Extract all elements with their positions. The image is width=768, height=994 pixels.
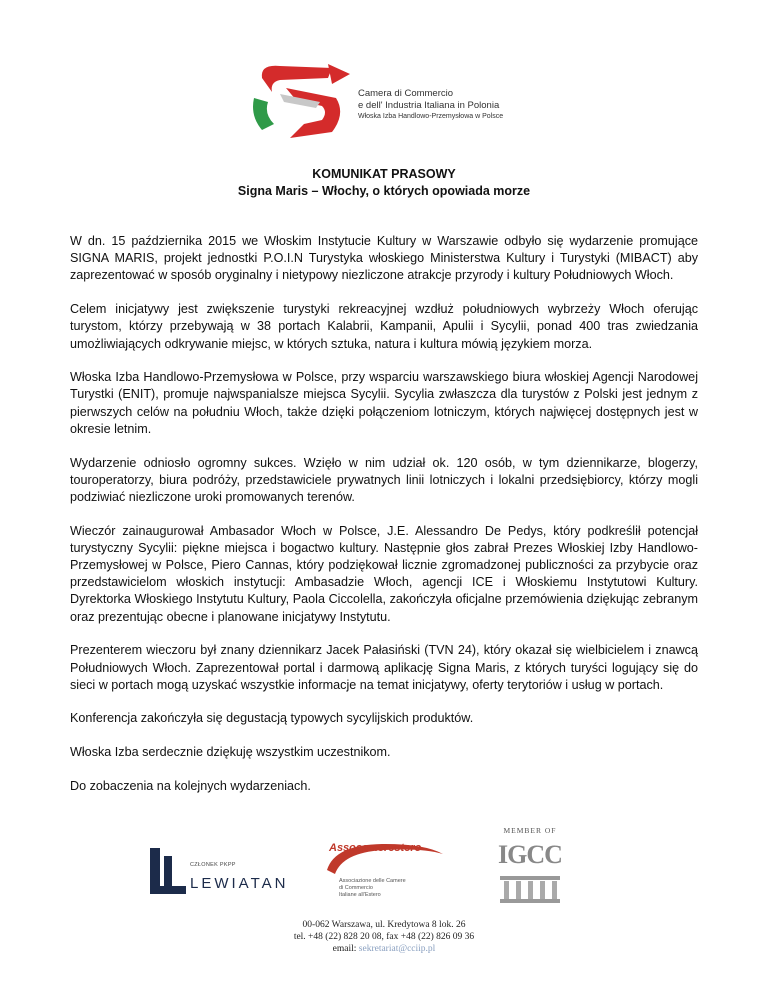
partner-logos (0, 826, 768, 926)
paragraph: W dn. 15 października 2015 we Włoskim Instytucie Kultury w Warszawie odbyło się wydarzenie promujące SIGNA MARIS, projekt jednostki P.O.I.N Turystyka włoskiego Ministerstwa Kultury i Turystyki (MIBACT) aby zaprezentować w sposób oryginalny i nietypowy niezliczone atrakcje przyrody i kultury Południowych Włoch. (70, 234, 698, 283)
assocamerestero-name: Assocamerestero (329, 842, 422, 854)
email-link[interactable]: sekretariat@cciip.pl (358, 944, 436, 954)
lewiatan-member-label: CZŁONEK PKPP (190, 862, 236, 868)
address-line-1: 00-062 Warszawa, ul. Kredytowa 8 lok. 26 (302, 920, 466, 930)
paragraph: Prezenterem wieczoru był znany dziennikarz Jacek Pałasiński (TVN 24), który okazał się wielbicielem i znawcą Południowych Włoch. Zaprezentował portal i darmową aplikację Signa Maris, z których turyści logujący się do sieci w portach mogą uzyskać wszystkie informacje na temat inicjatywy, oferty terytoriów i usług w portach. (70, 643, 698, 692)
igcc-logo (490, 826, 570, 906)
lewiatan-mark-icon (150, 848, 186, 894)
title-line-1: KOMUNIKAT PRASOWY (312, 167, 456, 181)
lewiatan-name: LEWIATAN (190, 875, 289, 892)
assoc-desc-2: di Commercio (339, 885, 373, 891)
footer-address (0, 919, 768, 955)
paragraph: Wieczór zainaugurował Ambasador Włoch w Polsce, J.E. Alessandro De Pedys, który podkreślił potencjał turystyczny Sycylii: piękne miejsca i bogactwo kultury. Następnie głos zabrał Prezes Włoskiej Izby Handlowo-Przemysłowej w Polsce, Piero Cannas, który podziękował licznie zgromadzonej publiczności za przybycie oraz przedstawicielom włoskich instytucji: Ambasadzie Włoch, agencji ICE i Włoskiemu Instytutowi Kultury. Dyrektorka Włoskiego Instytutu Kultury, Paola Ciccolella, zakończyła oficjalne przemówienia dziękując zebranym oraz prezentując obecne i planowane inicjatywy Instytutu. (70, 523, 698, 624)
chamber-logo-mark-icon (250, 58, 355, 146)
address-line-2: tel. +48 (22) 828 20 08, fax +48 (22) 826 09 36 (293, 932, 475, 942)
paragraph: Celem inicjatywy jest zwiększenie turystyki rekreacyjnej wzdłuż południowych wybrzeży Włoch oferując turystom, którzy przebywają w 38 portach Kalabrii, Kampanii, Apulii i Sycylii, ponad 400 tras zwiedzania umożliwiających odkrywanie miejsc, w których sztuka, natura i kultura mówią językiem morza. (70, 302, 698, 351)
paragraph: Włoska Izba serdecznie dziękuję wszystkim uczestnikom. (70, 745, 391, 760)
assoc-desc-3: Italiane all'Estero (339, 892, 381, 898)
paragraph: Włoska Izba Handlowo-Przemysłowa w Polsce, przy wsparciu warszawskiego biura włoskiej Agencji Narodowej Turystki (ENIT), promuje najwspanialsze miejsca Sycylii. Sycylia zwłaszcza dla turystów z Polski jest jednym z pierwszych celów na południu Włoch, także dzięki połączeniom lotniczym, których najwięcej dostępnych jest w okresie letnim. (70, 370, 698, 436)
logo-line-1: Camera di Commercio (358, 88, 454, 99)
igcc-columns-icon (490, 874, 570, 904)
logo-line-2: e dell' Industria Italiana in Polonia (358, 100, 500, 111)
assocamerestero-logo (325, 840, 445, 920)
chamber-logo (250, 58, 520, 146)
igcc-name: IGCC (498, 840, 562, 869)
paragraph: Wydarzenie odniosło ogromny sukces. Wzięło w nim udział ok. 120 osób, w tym dziennikarze, blogerzy, touroperatorzy, biura podróży, przedstawiciele prywatnych linii lotniczych i lokalni przedsiębiorcy, którzy mogli podziwiać niezliczone uroki promowanych terenów. (70, 455, 698, 504)
paragraph: Konferencja zakończyła się degustacją typowych sycylijskich produktów. (70, 711, 474, 726)
email-label: email: (332, 944, 357, 954)
press-release-body (70, 233, 698, 812)
address-email-line (0, 943, 768, 955)
assoc-desc-1: Associazione delle Camere (339, 878, 406, 884)
igcc-member-label: MEMBER OF (503, 826, 557, 835)
logo-line-3: Włoska Izba Handlowo-Przemysłowa w Polsce (358, 113, 504, 120)
paragraph: Do zobaczenia na kolejnych wydarzeniach. (70, 778, 311, 793)
press-release-title (0, 166, 768, 200)
title-line-2: Signa Maris – Włochy, o których opowiada morze (237, 184, 531, 198)
lewiatan-logo (150, 848, 289, 898)
